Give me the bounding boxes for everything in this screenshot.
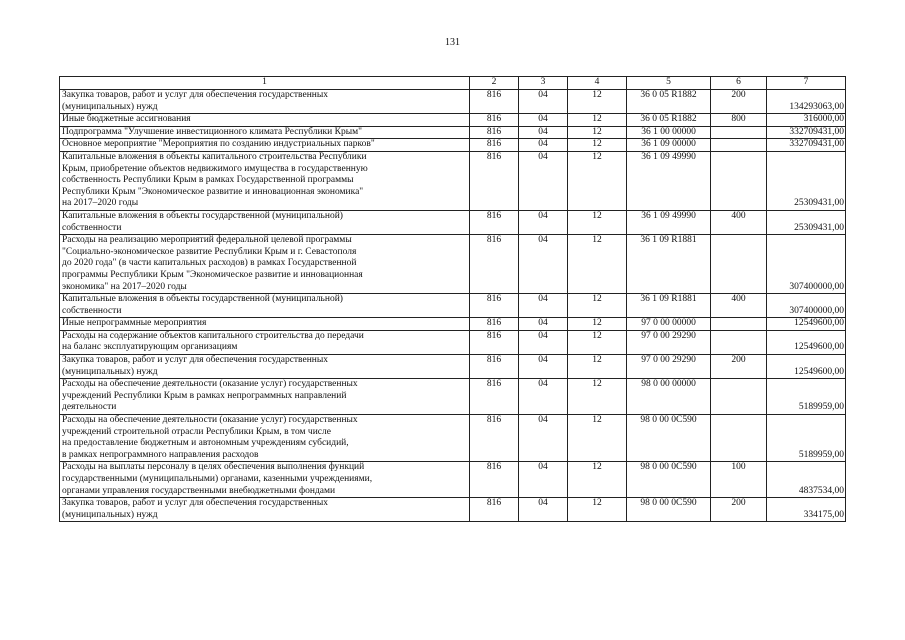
row-description xyxy=(60,462,470,498)
table-row xyxy=(60,90,846,114)
amount: 25309431,00 xyxy=(767,210,846,234)
description-line: на 2017–2020 годы xyxy=(62,198,139,209)
table-row xyxy=(60,210,846,234)
row-description xyxy=(60,294,470,318)
amount: 307400000,00 xyxy=(767,235,846,294)
subsection-code: 12 xyxy=(568,151,627,210)
description-line: программы Республики Крым "Экономическое развитие и инновационная xyxy=(62,269,363,280)
amount: 332709431,00 xyxy=(767,126,846,139)
target-article-code: 36 1 09 00000 xyxy=(627,139,711,152)
target-article-code: 36 1 09 49990 xyxy=(627,151,711,210)
subsection-code: 12 xyxy=(568,126,627,139)
ministry-code: 816 xyxy=(470,379,519,415)
expense-type-code xyxy=(711,330,767,354)
row-description xyxy=(60,151,470,210)
target-article-code: 36 0 05 R1882 xyxy=(627,90,711,114)
target-article-code: 36 1 09 R1881 xyxy=(627,294,711,318)
table-row xyxy=(60,379,846,415)
ministry-code: 816 xyxy=(470,151,519,210)
row-description xyxy=(60,498,470,522)
table-row xyxy=(60,318,846,331)
amount: 5189959,00 xyxy=(767,415,846,462)
section-code: 04 xyxy=(519,294,568,318)
target-article-code: 98 0 00 0С590 xyxy=(627,462,711,498)
description-line: Закупка товаров, работ и услуг для обеспечения государственных xyxy=(62,355,329,366)
row-description xyxy=(60,415,470,462)
expense-type-code xyxy=(711,151,767,210)
description-line: собственности xyxy=(62,305,122,316)
section-code: 04 xyxy=(519,498,568,522)
table-row xyxy=(60,415,846,462)
description-line: на баланс эксплуатирующим организациям xyxy=(62,342,238,353)
amount: 4837534,00 xyxy=(767,462,846,498)
description-line: Иные непрограммные мероприятия xyxy=(62,318,207,329)
target-article-code: 36 0 05 R1882 xyxy=(627,114,711,127)
subsection-code: 12 xyxy=(568,462,627,498)
row-description xyxy=(60,235,470,294)
description-line: собственность Республики Крым в рамках Государственной программы xyxy=(62,175,354,186)
row-description xyxy=(60,210,470,234)
section-code: 04 xyxy=(519,235,568,294)
section-code: 04 xyxy=(519,462,568,498)
section-code: 04 xyxy=(519,330,568,354)
row-description xyxy=(60,126,470,139)
expense-type-code xyxy=(711,126,767,139)
amount: 134293063,00 xyxy=(767,90,846,114)
col-header-7: 7 xyxy=(767,77,846,90)
description-line: учреждений Республики Крым в рамках непрограммных направлений xyxy=(62,390,347,401)
subsection-code: 12 xyxy=(568,114,627,127)
ministry-code: 816 xyxy=(470,355,519,379)
description-line: (муниципальных) нужд xyxy=(62,101,158,112)
description-line: органами управления государственными внебюджетными фондами xyxy=(62,485,336,496)
amount: 334175,00 xyxy=(767,498,846,522)
section-code: 04 xyxy=(519,114,568,127)
table-row xyxy=(60,462,846,498)
amount: 25309431,00 xyxy=(767,151,846,210)
description-line: экономика" на 2017–2020 годы xyxy=(62,281,187,292)
description-line: Расходы на выплаты персоналу в целях обеспечения выполнения функций xyxy=(62,462,365,473)
subsection-code: 12 xyxy=(568,90,627,114)
expense-type-code: 400 xyxy=(711,210,767,234)
row-description xyxy=(60,330,470,354)
description-line: Капитальные вложения в объекты государственной (муниципальной) xyxy=(62,210,343,221)
col-header-6: 6 xyxy=(711,77,767,90)
description-line: Подпрограмма "Улучшение инвестиционного климата Республики Крым" xyxy=(62,126,362,137)
ministry-code: 816 xyxy=(470,462,519,498)
description-line: Расходы на обеспечение деятельности (оказание услуг) государственных xyxy=(62,415,358,426)
section-code: 04 xyxy=(519,355,568,379)
expense-type-code xyxy=(711,318,767,331)
row-description xyxy=(60,379,470,415)
description-line: учреждений строительной отрасли Республики Крым, в том числе xyxy=(62,426,331,437)
target-article-code: 98 0 00 0С590 xyxy=(627,415,711,462)
description-line: (муниципальных) нужд xyxy=(62,366,158,377)
description-line: Закупка товаров, работ и услуг для обеспечения государственных xyxy=(62,90,329,100)
target-article-code: 36 1 00 00000 xyxy=(627,126,711,139)
section-code: 04 xyxy=(519,139,568,152)
ministry-code: 816 xyxy=(470,139,519,152)
description-line: Расходы на обеспечение деятельности (оказание услуг) государственных xyxy=(62,379,358,390)
col-header-3: 3 xyxy=(519,77,568,90)
description-line: на предоставление бюджетным и автономным учреждениям субсидий, xyxy=(62,438,349,449)
row-description xyxy=(60,90,470,114)
description-line: "Социально-экономическое развитие Республики Крым и г. Севастополя xyxy=(62,246,357,257)
target-article-code: 97 0 00 29290 xyxy=(627,330,711,354)
ministry-code: 816 xyxy=(470,90,519,114)
col-header-5: 5 xyxy=(627,77,711,90)
ministry-code: 816 xyxy=(470,318,519,331)
description-line: Иные бюджетные ассигнования xyxy=(62,114,191,125)
description-line: до 2020 года" (в части капитальных расходов) в рамках Государственной xyxy=(62,258,357,269)
row-description xyxy=(60,355,470,379)
subsection-code: 12 xyxy=(568,415,627,462)
amount: 316000,00 xyxy=(767,114,846,127)
table-row xyxy=(60,114,846,127)
subsection-code: 12 xyxy=(568,210,627,234)
table-row xyxy=(60,235,846,294)
expense-type-code xyxy=(711,235,767,294)
target-article-code: 36 1 09 R1881 xyxy=(627,235,711,294)
subsection-code: 12 xyxy=(568,498,627,522)
subsection-code: 12 xyxy=(568,294,627,318)
expense-type-code: 800 xyxy=(711,114,767,127)
target-article-code: 97 0 00 00000 xyxy=(627,318,711,331)
section-code: 04 xyxy=(519,151,568,210)
section-code: 04 xyxy=(519,379,568,415)
subsection-code: 12 xyxy=(568,379,627,415)
target-article-code: 36 1 09 49990 xyxy=(627,210,711,234)
subsection-code: 12 xyxy=(568,318,627,331)
expense-type-code xyxy=(711,415,767,462)
expense-type-code xyxy=(711,139,767,152)
description-line: Расходы на реализацию мероприятий федеральной целевой программы xyxy=(62,235,352,246)
ministry-code: 816 xyxy=(470,235,519,294)
table-row xyxy=(60,355,846,379)
description-line: деятельности xyxy=(62,402,117,413)
section-code: 04 xyxy=(519,126,568,139)
row-description xyxy=(60,318,470,331)
ministry-code: 816 xyxy=(470,415,519,462)
description-line: собственности xyxy=(62,222,122,233)
description-line: Основное мероприятие "Мероприятия по созданию индустриальных парков" xyxy=(62,139,375,150)
description-line: в рамках непрограммного направления расходов xyxy=(62,449,259,460)
table-row xyxy=(60,151,846,210)
description-line: Закупка товаров, работ и услуг для обеспечения государственных xyxy=(62,498,329,509)
amount: 12549600,00 xyxy=(767,330,846,354)
col-header-1: 1 xyxy=(60,77,470,90)
expense-type-code: 200 xyxy=(711,498,767,522)
amount: 12549600,00 xyxy=(767,355,846,379)
table-row xyxy=(60,330,846,354)
description-line: Крым, приобретение объектов недвижимого имущества в государственную xyxy=(62,163,368,174)
ministry-code: 816 xyxy=(470,330,519,354)
table-row xyxy=(60,294,846,318)
amount: 5189959,00 xyxy=(767,379,846,415)
description-line: Капитальные вложения в объекты государственной (муниципальной) xyxy=(62,294,343,305)
table-row xyxy=(60,139,846,152)
subsection-code: 12 xyxy=(568,330,627,354)
page-number: 131 xyxy=(445,37,460,48)
row-description xyxy=(60,114,470,127)
col-header-2: 2 xyxy=(470,77,519,90)
target-article-code: 98 0 00 0С590 xyxy=(627,498,711,522)
description-line: государственными (муниципальными) органами, казенными учреждениями, xyxy=(62,474,373,484)
row-description xyxy=(60,139,470,152)
description-line: Расходы на содержание объектов капитального строительства до передачи xyxy=(62,330,364,341)
expense-type-code xyxy=(711,379,767,415)
ministry-code: 816 xyxy=(470,114,519,127)
expense-type-code: 100 xyxy=(711,462,767,498)
ministry-code: 816 xyxy=(470,498,519,522)
amount: 332709431,00 xyxy=(767,139,846,152)
header-row xyxy=(60,77,846,90)
section-code: 04 xyxy=(519,90,568,114)
section-code: 04 xyxy=(519,210,568,234)
section-code: 04 xyxy=(519,318,568,331)
description-line: (муниципальных) нужд xyxy=(62,509,158,520)
expense-type-code: 200 xyxy=(711,90,767,114)
expense-type-code: 400 xyxy=(711,294,767,318)
col-header-4: 4 xyxy=(568,77,627,90)
ministry-code: 816 xyxy=(470,294,519,318)
amount: 307400000,00 xyxy=(767,294,846,318)
section-code: 04 xyxy=(519,415,568,462)
target-article-code: 97 0 00 29290 xyxy=(627,355,711,379)
expense-type-code: 200 xyxy=(711,355,767,379)
target-article-code: 98 0 00 00000 xyxy=(627,379,711,415)
amount: 12549600,00 xyxy=(767,318,846,331)
budget-table xyxy=(59,76,846,522)
ministry-code: 816 xyxy=(470,126,519,139)
table-row xyxy=(60,498,846,522)
description-line: Капитальные вложения в объекты капитального строительства Республики xyxy=(62,151,367,162)
subsection-code: 12 xyxy=(568,235,627,294)
subsection-code: 12 xyxy=(568,355,627,379)
table-row xyxy=(60,126,846,139)
description-line: Республики Крым "Экономическое развитие и инновационная экономика" xyxy=(62,186,364,197)
subsection-code: 12 xyxy=(568,139,627,152)
ministry-code: 816 xyxy=(470,210,519,234)
